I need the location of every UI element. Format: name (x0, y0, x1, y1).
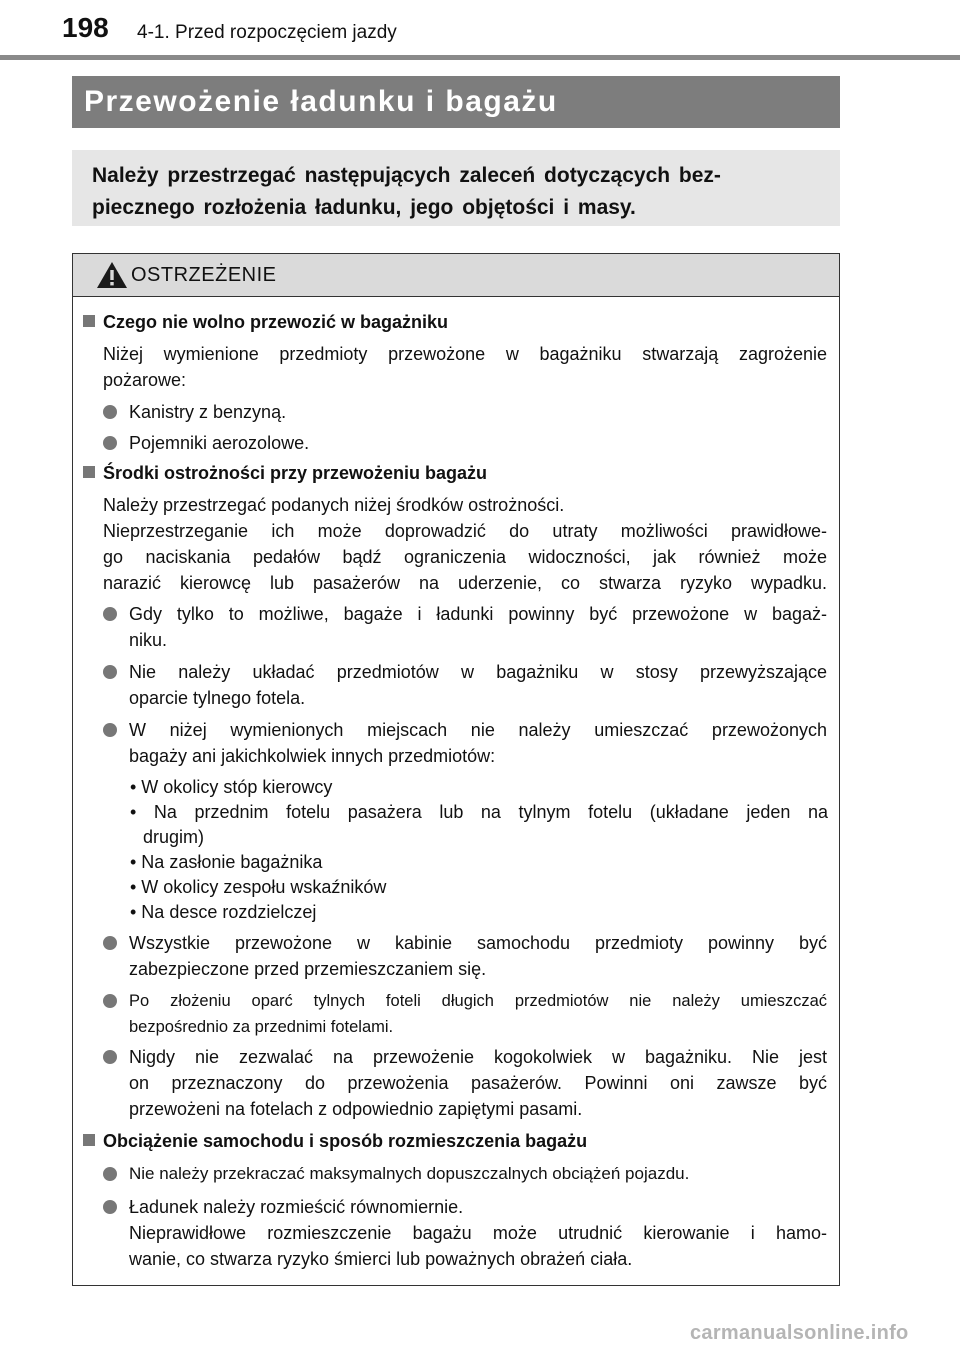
square-bullet-icon (83, 1134, 95, 1146)
round-bullet-icon (103, 436, 117, 450)
list-item-text (129, 659, 827, 711)
round-bullet-icon (103, 723, 117, 737)
location-item: • Na desce rozdzielczej (130, 902, 317, 922)
paragraph-line: Niżej wymienione przedmioty przewożone w bagażniku stwarzają zagrożenie (103, 344, 827, 364)
list-item-line: wanie, co stwarza ryzyko śmierci lub poważnych obrażeń ciała. (129, 1249, 633, 1269)
list-item-line: zabezpieczone przed przemieszczaniem się. (129, 959, 487, 979)
list-item (103, 988, 827, 1040)
list-item-line: W niżej wymienionych miejscach nie należy umieszczać przewożonych (129, 720, 827, 740)
paragraph-line: Należy przestrzegać podanych niżej środków ostrożności. (103, 495, 565, 515)
section-paragraph (103, 492, 827, 596)
round-bullet-icon (103, 936, 117, 950)
list-item (103, 1044, 827, 1122)
round-bullet-icon (103, 1200, 117, 1214)
square-bullet-icon (83, 466, 95, 478)
warning-header (73, 254, 839, 297)
intro-line: piecznego rozłożenia ładunku, jego objętości i masy. (92, 196, 636, 219)
list-item-line: Po złożeniu oparć tylnych foteli długich przedmiotów nie należy umieszczać (129, 992, 827, 1010)
warning-label: OSTRZEŻENIE (131, 264, 277, 286)
page-number: 198 (62, 12, 109, 43)
list-item-line: bagaży ani jakichkolwiek innych przedmiotów: (129, 746, 496, 766)
section-heading-text: Obciążenie samochodu i sposób rozmieszczenia bagażu (103, 1131, 588, 1151)
location-list (130, 775, 828, 925)
round-bullet-icon (103, 994, 117, 1008)
list-item-line: Nigdy nie zezwalać na przewożenie kogokolwiek w bagażniku. Nie jest (129, 1047, 827, 1067)
list-item-line: Gdy tylko to możliwe, bagaże i ładunki powinny być przewożone w bagaż- (129, 604, 827, 624)
location-item: drugim) (143, 827, 205, 847)
section-heading (83, 463, 487, 484)
list-item-text (129, 1044, 827, 1122)
page-title-bar (72, 76, 840, 128)
section-title: 4-1. Przed rozpoczęciem jazdy (137, 22, 397, 43)
intro-line: Należy przestrzegać następujących zaleceń dotyczących bez- (92, 164, 721, 187)
intro-box (72, 150, 840, 226)
square-bullet-icon (83, 315, 95, 327)
watermark: carmanualsonline.info (690, 1322, 909, 1344)
list-item (103, 1161, 827, 1187)
list-item (103, 601, 827, 653)
list-item-line: Ładunek należy rozmieścić równomiernie. (129, 1197, 464, 1217)
round-bullet-icon (103, 665, 117, 679)
paragraph-line: narazić kierowcę lub pasażerów na uderzenie, co stwarza ryzyko wypadku. (103, 573, 827, 593)
list-item-text: Pojemniki aerozolowe. (129, 433, 310, 453)
paragraph-line: go naciskania pedałów bądź ograniczenia widoczności, jak również może (103, 547, 827, 567)
list-item-line: przewożeni na fotelach z odpowiednio zapiętymi pasami. (129, 1099, 583, 1119)
page-title: Przewożenie ładunku i bagażu (84, 85, 558, 118)
list-item-text (129, 988, 827, 1040)
list-item-text (129, 1161, 827, 1187)
section-heading-text: Czego nie wolno przewozić w bagażniku (103, 312, 449, 332)
list-item-line: on przeznaczony do przewożenia pasażerów. Powinni oni zawsze być (129, 1073, 827, 1093)
list-item-line: oparcie tylnego fotela. (129, 688, 306, 708)
warning-triangle-icon (95, 260, 129, 290)
list-item-line: Nie należy przekraczać maksymalnych dopuszczalnych obciążeń pojazdu. (129, 1164, 690, 1183)
list-item (103, 1194, 827, 1272)
location-item: • Na przednim fotelu pasażera lub na tylnym fotelu (układane jeden na (130, 802, 828, 822)
list-item-text (129, 930, 827, 982)
paragraph-line: pożarowe: (103, 370, 187, 390)
warning-box (72, 253, 840, 1286)
round-bullet-icon (103, 1167, 117, 1181)
section-heading-text: Środki ostrożności przy przewożeniu bagażu (103, 463, 488, 483)
round-bullet-icon (103, 1050, 117, 1064)
list-item-text (129, 717, 827, 769)
list-item (103, 430, 827, 456)
round-bullet-icon (103, 607, 117, 621)
list-item-line: Nieprawidłowe rozmieszczenie bagażu może utrudnić kierowanie i hamo- (129, 1223, 827, 1243)
section-heading (83, 312, 448, 333)
list-item-text: Kanistry z benzyną. (129, 402, 287, 422)
list-item-text (129, 601, 827, 653)
list-item (103, 930, 827, 982)
list-item (103, 659, 827, 711)
location-item: • W okolicy zespołu wskaźników (130, 877, 387, 897)
section-heading (83, 1131, 587, 1152)
header-rule (0, 55, 960, 60)
list-item-text (129, 1194, 827, 1272)
location-item: • W okolicy stóp kierowcy (130, 777, 333, 797)
round-bullet-icon (103, 405, 117, 419)
list-item-line: niku. (129, 630, 168, 650)
location-item: • Na zasłonie bagażnika (130, 852, 323, 872)
intro-text (92, 160, 820, 224)
paragraph-line: Nieprzestrzeganie ich może doprowadzić do utraty możliwości prawidłowe- (103, 521, 827, 541)
list-item-line: Wszystkie przewożone w kabinie samochodu przedmioty powinny być (129, 933, 827, 953)
list-item (103, 717, 827, 769)
page-header (0, 0, 960, 56)
list-item (103, 399, 827, 425)
list-item-line: Nie należy układać przedmiotów w bagażniku w stosy przewyższające (129, 662, 827, 682)
list-item-line: bezpośrednio za przednimi fotelami. (129, 1018, 394, 1036)
section-paragraph (103, 341, 827, 393)
